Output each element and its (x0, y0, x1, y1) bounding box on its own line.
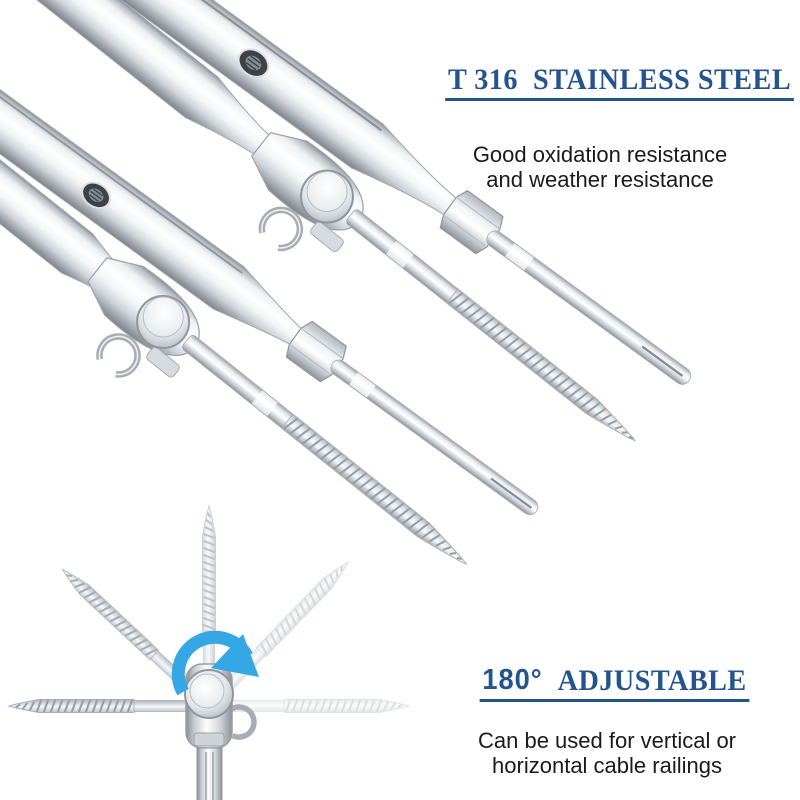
threaded-stud (328, 357, 541, 518)
lag-screw-threads (447, 289, 641, 448)
fan-screw-180deg (9, 700, 193, 713)
fan-screw-threads (284, 700, 409, 713)
pivot-latch-tab (194, 733, 224, 746)
adjustable-description (418, 728, 796, 778)
material-desc-line1: Good oxidation resistance (472, 141, 728, 167)
material-description (402, 142, 798, 192)
material-heading-text: T 316 STAINLESS STEEL (445, 64, 794, 102)
fan-screw-threads (203, 506, 216, 631)
adjustable-section (418, 648, 796, 778)
material-desc-line2: and weather resistance (486, 166, 714, 192)
fan-screw-threads (256, 558, 352, 657)
adjustable-word: ADJUSTABLE (558, 663, 748, 697)
degree-value: 180° (482, 663, 544, 696)
material-section (402, 32, 798, 192)
adjustable-heading-text (480, 665, 750, 703)
fan-screw-threads (9, 700, 134, 713)
material-heading (402, 32, 798, 133)
adjustable-desc-line1: Can be used for vertical or (477, 728, 737, 754)
adjustable-heading (418, 648, 796, 719)
pivot-rod (197, 748, 222, 800)
fan-screw-90deg (203, 506, 216, 690)
pivot-joint (185, 664, 258, 800)
fan-screw-threads (58, 565, 158, 660)
degree-fan-diagram (9, 506, 409, 800)
adjustable-desc-line2: horizontal cable railings (492, 753, 722, 779)
threaded-stud (484, 228, 694, 388)
fan-screw-46deg (215, 558, 352, 699)
